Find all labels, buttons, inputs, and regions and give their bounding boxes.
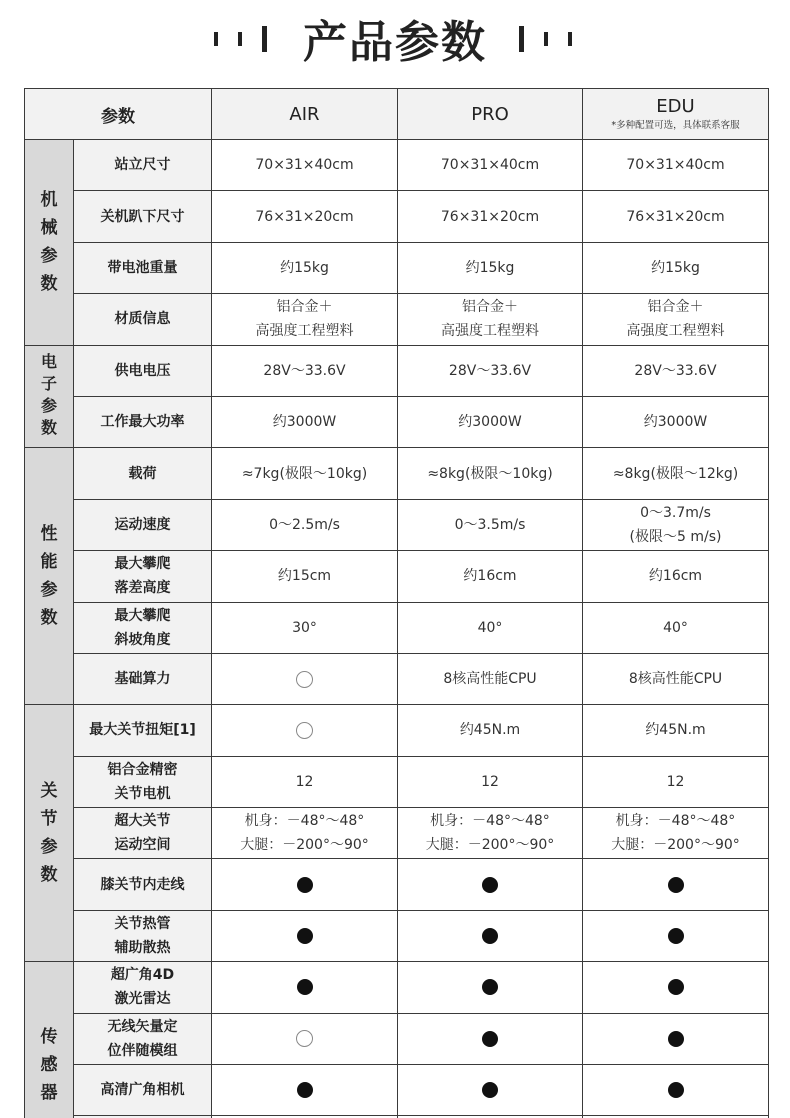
value-edu: 40° [583, 602, 769, 653]
value-air [212, 705, 398, 756]
filled-dot-icon [297, 979, 313, 995]
table-row [25, 602, 769, 653]
value-air: 铝合金＋ 高强度工程塑料 [212, 294, 398, 345]
table-row [25, 294, 769, 345]
table-row [25, 705, 769, 756]
table-row [25, 859, 769, 910]
param-label: 最大关节扭矩[1] [74, 705, 212, 756]
table-row [25, 910, 769, 961]
model-pro-header: PRO [398, 89, 583, 140]
table-row [25, 1013, 769, 1064]
value-air: 70×31×40cm [212, 140, 398, 191]
table-row [25, 808, 769, 859]
value-pro: 铝合金＋ 高强度工程塑料 [398, 294, 583, 345]
param-header: 参数 [25, 89, 212, 140]
table-row [25, 396, 769, 447]
filled-dot-icon [668, 928, 684, 944]
value-edu [583, 1013, 769, 1064]
edu-note: *多种配置可选，具体联系客服 [611, 120, 740, 131]
param-label: 供电电压 [74, 345, 212, 396]
table-row [25, 242, 769, 293]
param-label: 运动速度 [74, 499, 212, 550]
value-edu: 铝合金＋ 高强度工程塑料 [583, 294, 769, 345]
value-edu: 0～3.7m/s (极限～5 m/s) [583, 499, 769, 550]
table-row [25, 499, 769, 550]
param-label: 关机趴下尺寸 [74, 191, 212, 242]
value-pro: 约15kg [398, 242, 583, 293]
table-row [25, 1065, 769, 1116]
value-pro [398, 859, 583, 910]
value-pro [398, 1065, 583, 1116]
param-label: 载荷 [74, 448, 212, 499]
value-pro: 约3000W [398, 396, 583, 447]
value-pro: 8核高性能CPU [398, 653, 583, 704]
value-pro [398, 1013, 583, 1064]
table-row [25, 551, 769, 602]
header-row [25, 89, 769, 140]
value-edu [583, 910, 769, 961]
param-label: 站立尺寸 [74, 140, 212, 191]
value-air: 0～2.5m/s [212, 499, 398, 550]
param-label: 材质信息 [74, 294, 212, 345]
value-edu: 约15kg [583, 242, 769, 293]
param-label: 带电池重量 [74, 242, 212, 293]
param-label: 最大攀爬 斜坡角度 [74, 602, 212, 653]
spec-table [24, 88, 769, 1118]
param-label: 铝合金精密 关节电机 [74, 756, 212, 807]
value-pro: ≈8kg(极限～10kg) [398, 448, 583, 499]
value-edu: 28V～33.6V [583, 345, 769, 396]
value-pro [398, 962, 583, 1013]
filled-dot-icon [668, 1031, 684, 1047]
value-pro: 约45N.m [398, 705, 583, 756]
param-label: 膝关节内走线 [74, 859, 212, 910]
empty-circle-icon [296, 671, 313, 688]
category-joint: 关节参数 [25, 705, 74, 962]
value-pro: 70×31×40cm [398, 140, 583, 191]
param-label: 基础算力 [74, 653, 212, 704]
filled-dot-icon [482, 877, 498, 893]
value-air: 约15kg [212, 242, 398, 293]
page-title: 产品参数 [303, 17, 487, 68]
value-edu: 约3000W [583, 396, 769, 447]
table-row [25, 448, 769, 499]
param-label: 工作最大功率 [74, 396, 212, 447]
value-pro: 约16cm [398, 551, 583, 602]
table-row [25, 191, 769, 242]
value-edu: 约16cm [583, 551, 769, 602]
param-label: 无线矢量定 位伴随模组 [74, 1013, 212, 1064]
value-air [212, 1013, 398, 1064]
filled-dot-icon [482, 1082, 498, 1098]
category-elec: 电子参数 [25, 345, 74, 448]
filled-dot-icon [668, 877, 684, 893]
table-row [25, 345, 769, 396]
value-air [212, 910, 398, 961]
param-label: 高清广角相机 [74, 1065, 212, 1116]
table-row [25, 756, 769, 807]
value-air [212, 962, 398, 1013]
value-air: 约3000W [212, 396, 398, 447]
value-pro: 0～3.5m/s [398, 499, 583, 550]
filled-dot-icon [668, 1082, 684, 1098]
table-row [25, 653, 769, 704]
filled-dot-icon [482, 928, 498, 944]
category-sensor: 传感器 [25, 962, 74, 1118]
param-label: 超广角4D 激光雷达 [74, 962, 212, 1013]
table-row [25, 962, 769, 1013]
filled-dot-icon [482, 1031, 498, 1047]
filled-dot-icon [297, 928, 313, 944]
value-edu: ≈8kg(极限～12kg) [583, 448, 769, 499]
value-pro: 机身：－48°～48° 大腿：－200°～90° [398, 808, 583, 859]
model-edu-label: EDU [656, 96, 695, 117]
value-air [212, 1065, 398, 1116]
value-pro: 28V～33.6V [398, 345, 583, 396]
value-edu [583, 1065, 769, 1116]
category-perf: 性能参数 [25, 448, 74, 705]
filled-dot-icon [668, 979, 684, 995]
value-air: 76×31×20cm [212, 191, 398, 242]
value-pro: 12 [398, 756, 583, 807]
value-pro [398, 910, 583, 961]
value-edu: 8核高性能CPU [583, 653, 769, 704]
filled-dot-icon [482, 979, 498, 995]
empty-circle-icon [296, 722, 313, 739]
value-air [212, 859, 398, 910]
value-pro: 40° [398, 602, 583, 653]
model-edu-header [583, 89, 769, 140]
value-edu: 70×31×40cm [583, 140, 769, 191]
value-edu [583, 859, 769, 910]
value-pro: 76×31×20cm [398, 191, 583, 242]
value-air: ≈7kg(极限～10kg) [212, 448, 398, 499]
empty-circle-icon [296, 1030, 313, 1047]
filled-dot-icon [297, 1082, 313, 1098]
value-edu: 12 [583, 756, 769, 807]
param-label: 关节热管 辅助散热 [74, 910, 212, 961]
filled-dot-icon [297, 877, 313, 893]
param-label: 最大攀爬 落差高度 [74, 551, 212, 602]
table-row [25, 140, 769, 191]
value-edu: 机身：－48°～48° 大腿：－200°～90° [583, 808, 769, 859]
value-air: 30° [212, 602, 398, 653]
value-edu [583, 962, 769, 1013]
value-edu: 76×31×20cm [583, 191, 769, 242]
value-air: 12 [212, 756, 398, 807]
value-air: 约15cm [212, 551, 398, 602]
category-mech: 机械参数 [25, 140, 74, 346]
value-air [212, 653, 398, 704]
param-label: 超大关节 运动空间 [74, 808, 212, 859]
model-air-header: AIR [212, 89, 398, 140]
value-edu: 约45N.m [583, 705, 769, 756]
value-air: 机身：－48°～48° 大腿：－200°～90° [212, 808, 398, 859]
value-air: 28V～33.6V [212, 345, 398, 396]
